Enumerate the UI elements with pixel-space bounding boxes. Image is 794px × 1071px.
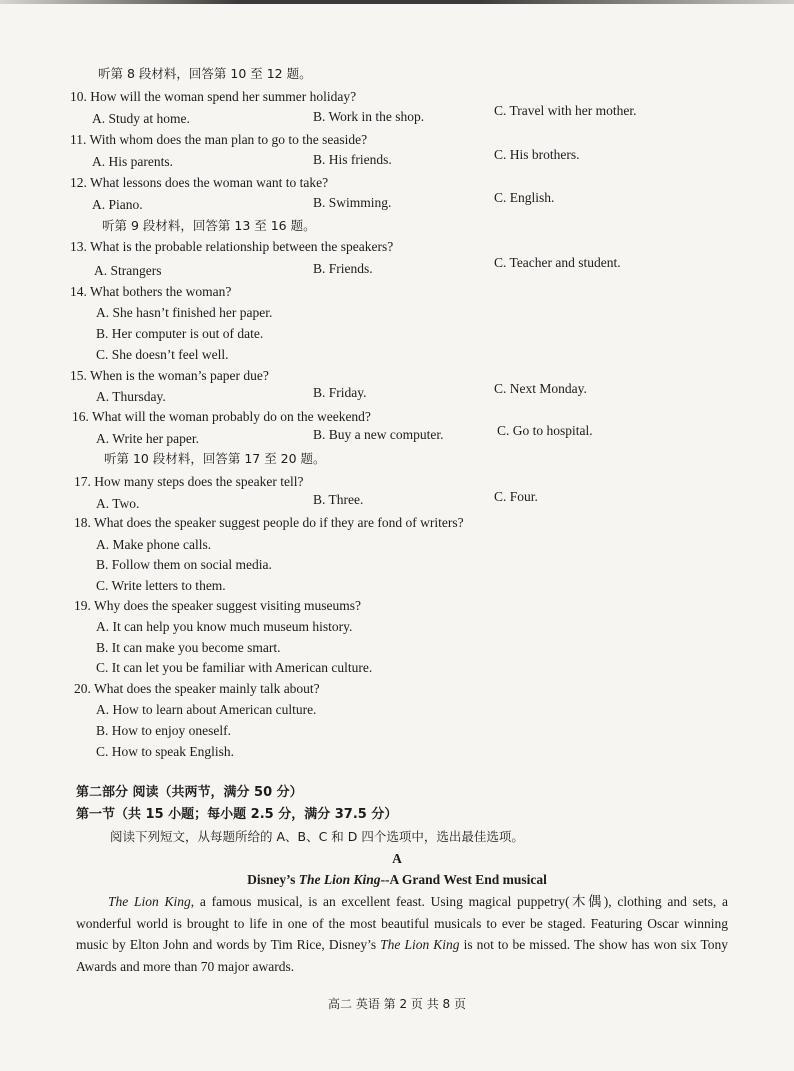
question-19-option-c: C. It can let you be familiar with American culture. xyxy=(96,660,373,675)
question-15-option-c: C. Next Monday. xyxy=(494,381,587,396)
passage-title-italic: The Lion King xyxy=(298,872,381,887)
part-2-title: 第二部分 阅读（共两节，满分 50 分） xyxy=(76,785,303,800)
question-19-option-b: B. It can make you become smart. xyxy=(96,640,281,655)
question-11-option-c: C. His brothers. xyxy=(494,147,580,162)
reading-instruction: 阅读下列短文，从每题所给的 A、B、C 和 D 四个选项中，选出最佳选项。 xyxy=(110,829,524,844)
section-8-intro: 听第 8 段材料，回答第 10 至 12 题。 xyxy=(98,66,312,81)
paragraph-text-1: , a famous musical, is an excellent feast. Using magical puppetry(木偶), clothing and sets, a wonderful world is brought to life in one of the most beautiful musicals to ever be staged. Featuring Oscar winning music by Elton John and words by Tim Rice, Disney’s xyxy=(76,894,728,952)
paragraph-text-2: is not to be missed. The show has won six Tony Awards and more than 70 major awards. xyxy=(76,937,728,974)
question-13-option-b: B. Friends. xyxy=(313,261,373,276)
question-17-option-b: B. Three. xyxy=(313,492,364,507)
question-11-stem: 11. With whom does the man plan to go to the seaside? xyxy=(70,132,368,147)
question-13-stem: 13. What is the probable relationship between the speakers? xyxy=(70,239,394,254)
question-17-stem: 17. How many steps does the speaker tell? xyxy=(74,474,304,489)
question-19-stem: 19. Why does the speaker suggest visiting museums? xyxy=(74,598,361,613)
question-10-stem: 10. How will the woman spend her summer holiday? xyxy=(70,89,357,104)
question-10-option-a: A. Study at home. xyxy=(92,111,190,126)
question-18-stem: 18. What does the speaker suggest people do if they are fond of writers? xyxy=(74,515,464,530)
passage-letter: A xyxy=(392,851,402,866)
paragraph-italic-title-2: The Lion King xyxy=(380,937,460,952)
question-15-option-b: B. Friday. xyxy=(313,385,367,400)
question-18-option-c: C. Write letters to them. xyxy=(96,578,226,593)
passage-paragraph xyxy=(76,891,728,977)
question-12-option-a: A. Piano. xyxy=(92,197,143,212)
question-11-option-a: A. His parents. xyxy=(92,154,173,169)
page-footer: 高二 英语 第 2 页 共 8 页 xyxy=(328,997,466,1011)
question-18-option-b: B. Follow them on social media. xyxy=(96,557,272,572)
question-20-option-c: C. How to speak English. xyxy=(96,744,234,759)
question-15-stem: 15. When is the woman’s paper due? xyxy=(70,368,269,383)
section-1-title: 第一节（共 15 小题；每小题 2.5 分，满分 37.5 分） xyxy=(76,807,398,822)
paragraph-italic-title-1: The Lion King xyxy=(108,894,191,909)
question-16-stem: 16. What will the woman probably do on the weekend? xyxy=(72,409,371,424)
section-10-intro: 听第 10 段材料，回答第 17 至 20 题。 xyxy=(104,451,326,466)
question-13-option-a: A. Strangers xyxy=(94,263,162,278)
question-11-option-b: B. His friends. xyxy=(313,152,392,167)
question-12-option-b: B. Swimming. xyxy=(313,195,392,210)
question-14-option-a: A. She hasn’t finished her paper. xyxy=(96,305,273,320)
question-20-option-a: A. How to learn about American culture. xyxy=(96,702,317,717)
question-17-option-c: C. Four. xyxy=(494,489,538,504)
question-12-option-c: C. English. xyxy=(494,190,555,205)
question-18-option-a: A. Make phone calls. xyxy=(96,537,212,552)
question-14-option-b: B. Her computer is out of date. xyxy=(96,326,264,341)
question-12-stem: 12. What lessons does the woman want to take? xyxy=(70,175,329,190)
question-16-option-b: B. Buy a new computer. xyxy=(313,427,444,442)
question-14-option-c: C. She doesn’t feel well. xyxy=(96,347,229,362)
question-10-option-c: C. Travel with her mother. xyxy=(494,103,637,118)
section-9-intro: 听第 9 段材料，回答第 13 至 16 题。 xyxy=(102,218,316,233)
question-20-stem: 20. What does the speaker mainly talk about? xyxy=(74,681,320,696)
question-20-option-b: B. How to enjoy oneself. xyxy=(96,723,231,738)
passage-title-suffix: --A Grand West End musical xyxy=(380,872,547,887)
question-17-option-a: A. Two. xyxy=(96,496,140,511)
question-15-option-a: A. Thursday. xyxy=(96,389,166,404)
question-13-option-c: C. Teacher and student. xyxy=(494,255,621,270)
question-14-stem: 14. What bothers the woman? xyxy=(70,284,232,299)
question-16-option-a: A. Write her paper. xyxy=(96,431,200,446)
question-16-option-c: C. Go to hospital. xyxy=(497,423,593,438)
passage-title-prefix: Disney’s xyxy=(247,872,299,887)
passage-title xyxy=(0,872,794,888)
question-10-option-b: B. Work in the shop. xyxy=(313,109,425,124)
question-19-option-a: A. It can help you know much museum history. xyxy=(96,619,353,634)
